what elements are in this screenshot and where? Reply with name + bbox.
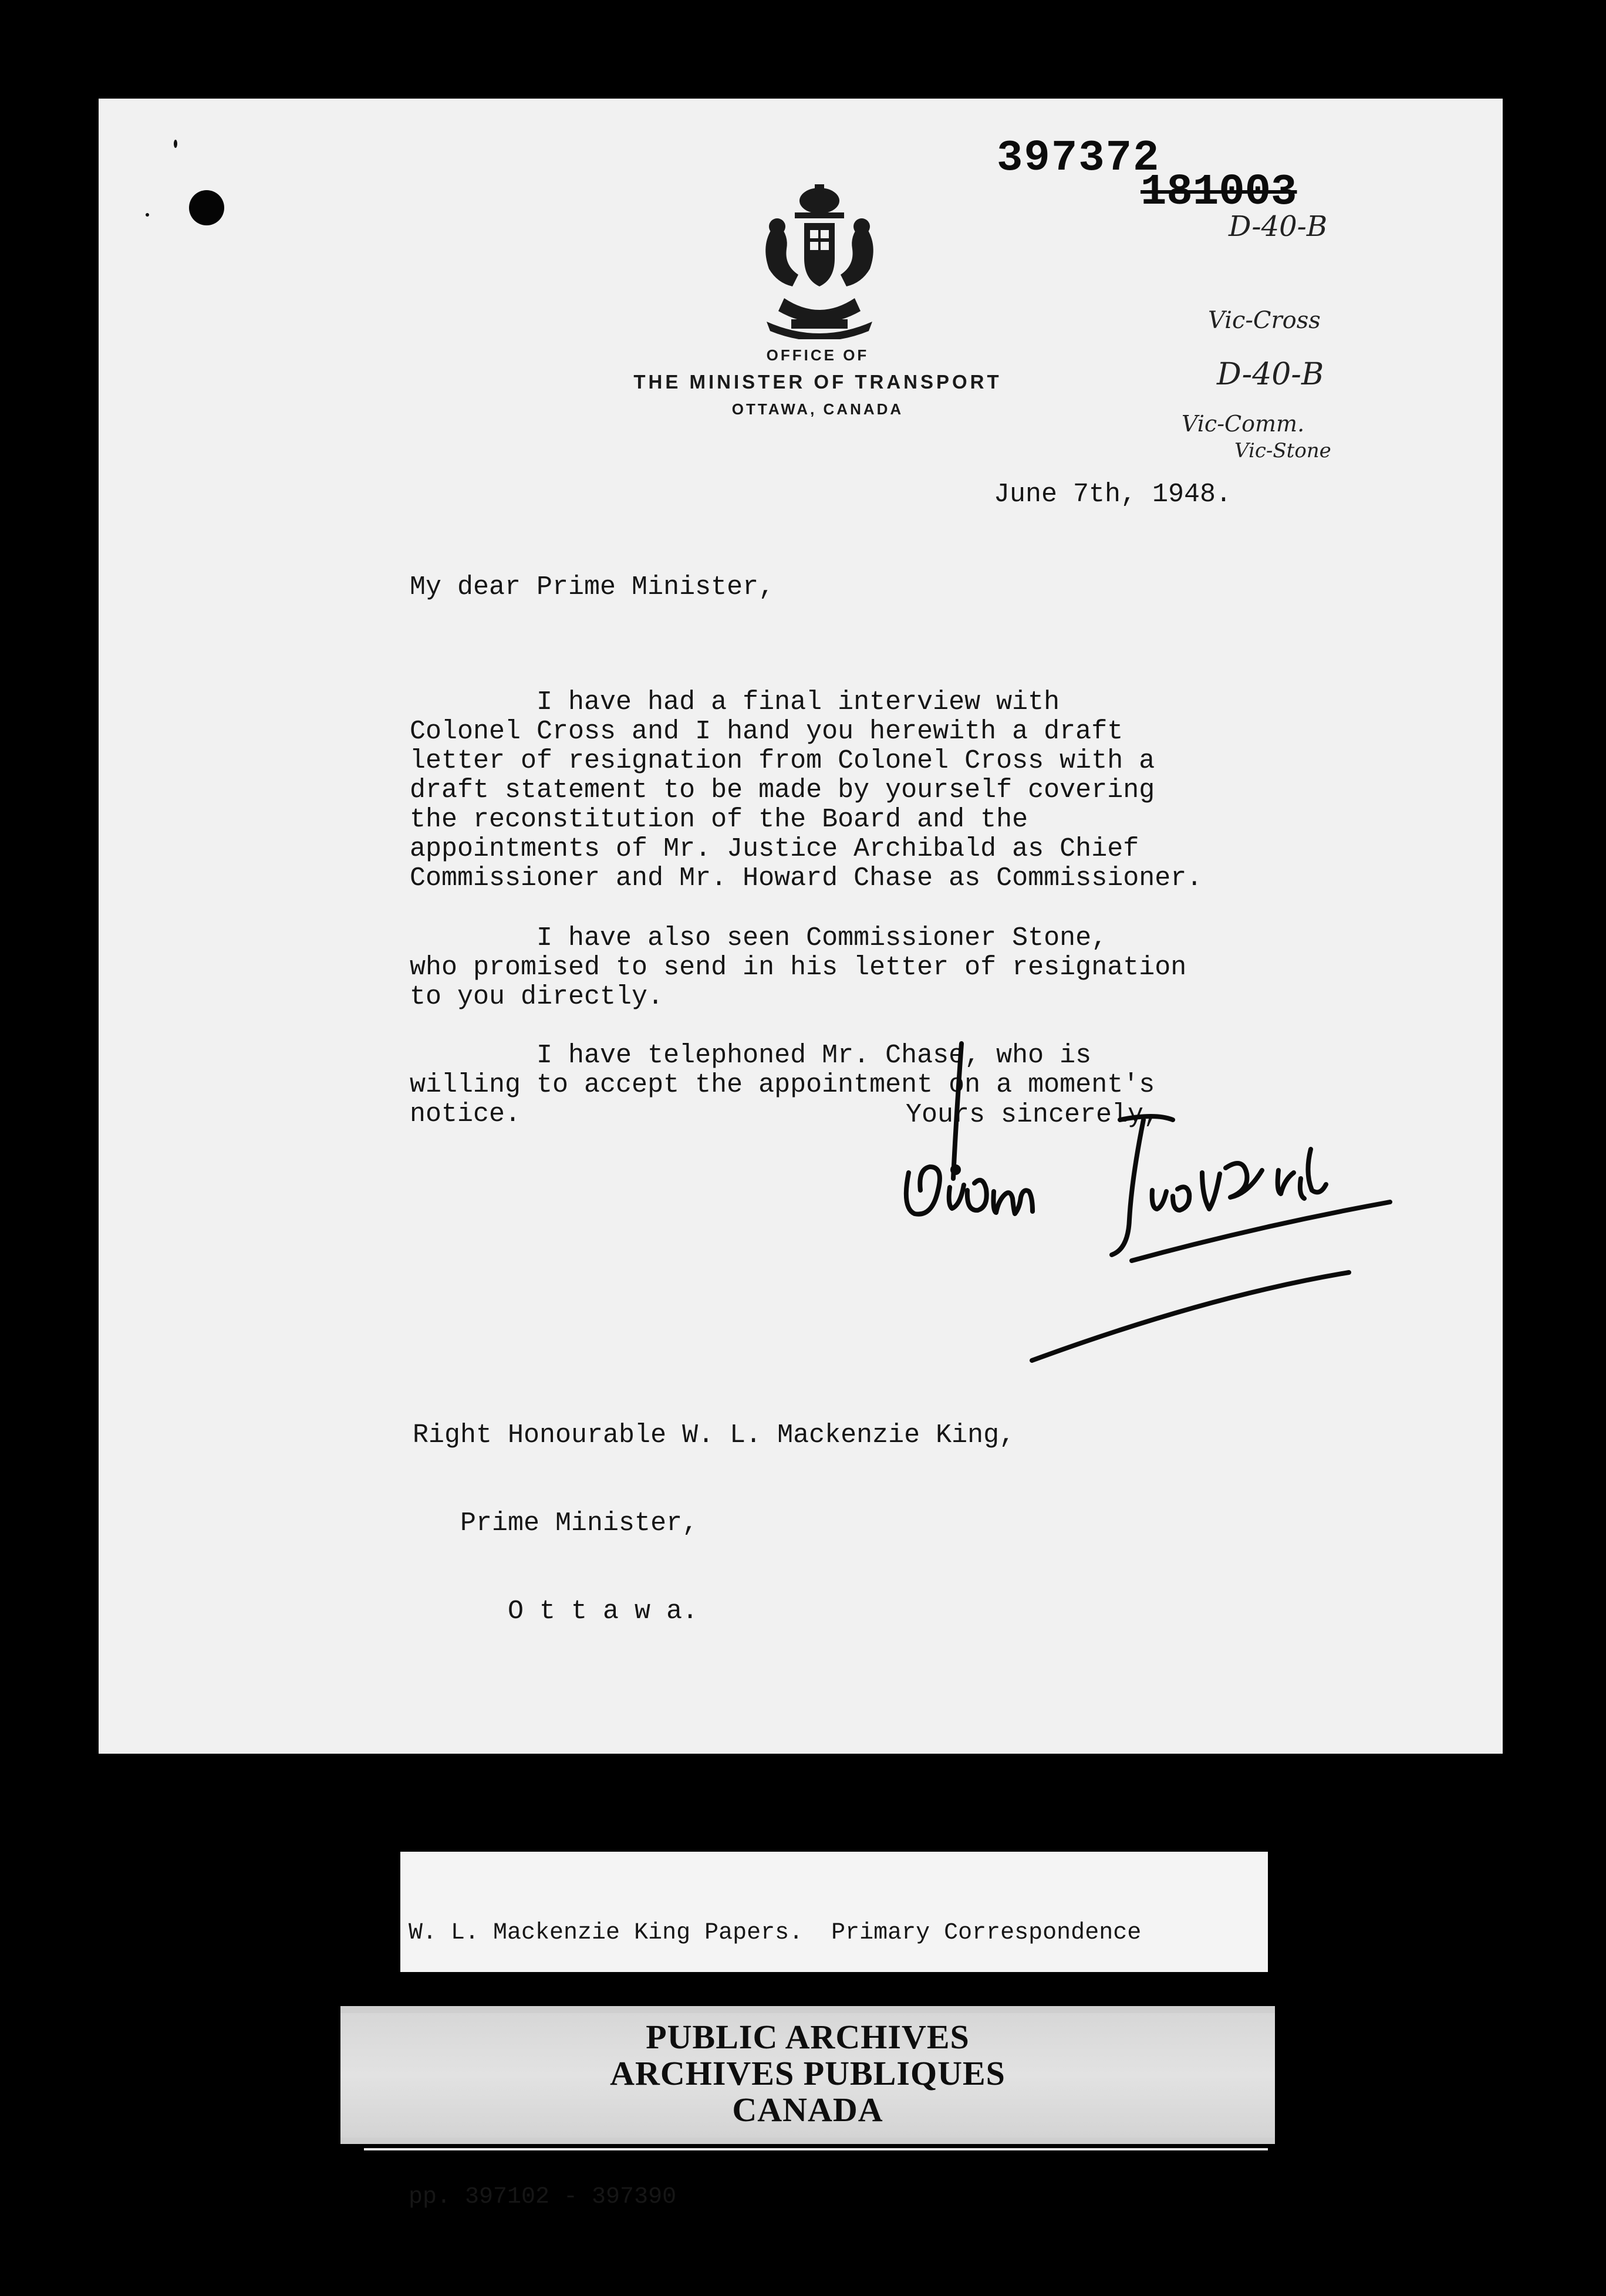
old-document-number: 181003 [1141,168,1297,217]
addressee-line: O t t a w a. [413,1596,699,1626]
speck [146,213,149,217]
letterhead [510,342,1126,423]
paragraph-text: I have telephoned Mr. Chase, who is willing to accept the appointment on a moment's notice. [410,1041,1155,1129]
stamp-line: CANADA [732,2091,883,2129]
letter-date: June 7th, 1948. [994,480,1232,509]
letterhead-location: OTTAWA, CANADA [731,400,904,418]
letter-closing: Yours sincerely, [906,1100,1160,1130]
letter-salutation: My dear Prime Minister, [410,572,775,602]
handwritten-note: Vic-Comm. [1182,411,1305,437]
reference-line: pp. 397102 - 397390 [409,2184,677,2210]
stamp-line: PUBLIC ARCHIVES [646,2018,970,2056]
hole-punch [189,190,224,225]
handwritten-note: Vic-Cross [1208,307,1321,334]
stamp-text [340,2019,1275,2128]
royal-coat-of-arms-icon [749,181,890,339]
handwritten-signature [873,1032,1490,1384]
handwritten-note: Vic-Stone [1234,439,1331,462]
document-number: 397372 [997,134,1160,183]
addressee-line: Prime Minister, [413,1508,699,1538]
public-archives-stamp [340,2006,1275,2144]
stamp-edge [364,2148,1268,2150]
letter-addressee [413,1362,1015,1685]
letterhead-minister: THE MINISTER OF TRANSPORT [633,371,1002,393]
paragraph-text: I have had a final interview with Colonel Cross and I hand you herewith a draft letter of resignation from Colonel Cross with a draft statement to be made by yourself covering the reconstitution of the Board and the appointments of Mr. Justice Archibald as Chief Commissioner and Mr. Howard Chase as Commissioner. [410,687,1203,893]
stamp-line: ARCHIVES PUBLIQUES [610,2054,1006,2092]
letterhead-office: OFFICE OF [766,346,869,364]
paragraph-text: I have also seen Commissioner Stone, who promised to send in his letter of resignation to you directly. [410,923,1187,1012]
speck [174,140,177,148]
handwritten-file-code: D-40-B [1229,210,1328,243]
reference-line: W. L. Mackenzie King Papers. Primary Correspondence [409,1920,1142,1946]
letter-sheet [99,99,1503,1754]
handwritten-file-code: D-40-B [1217,357,1324,392]
addressee-line: Right Honourable W. L. Mackenzie King, [413,1420,1015,1450]
